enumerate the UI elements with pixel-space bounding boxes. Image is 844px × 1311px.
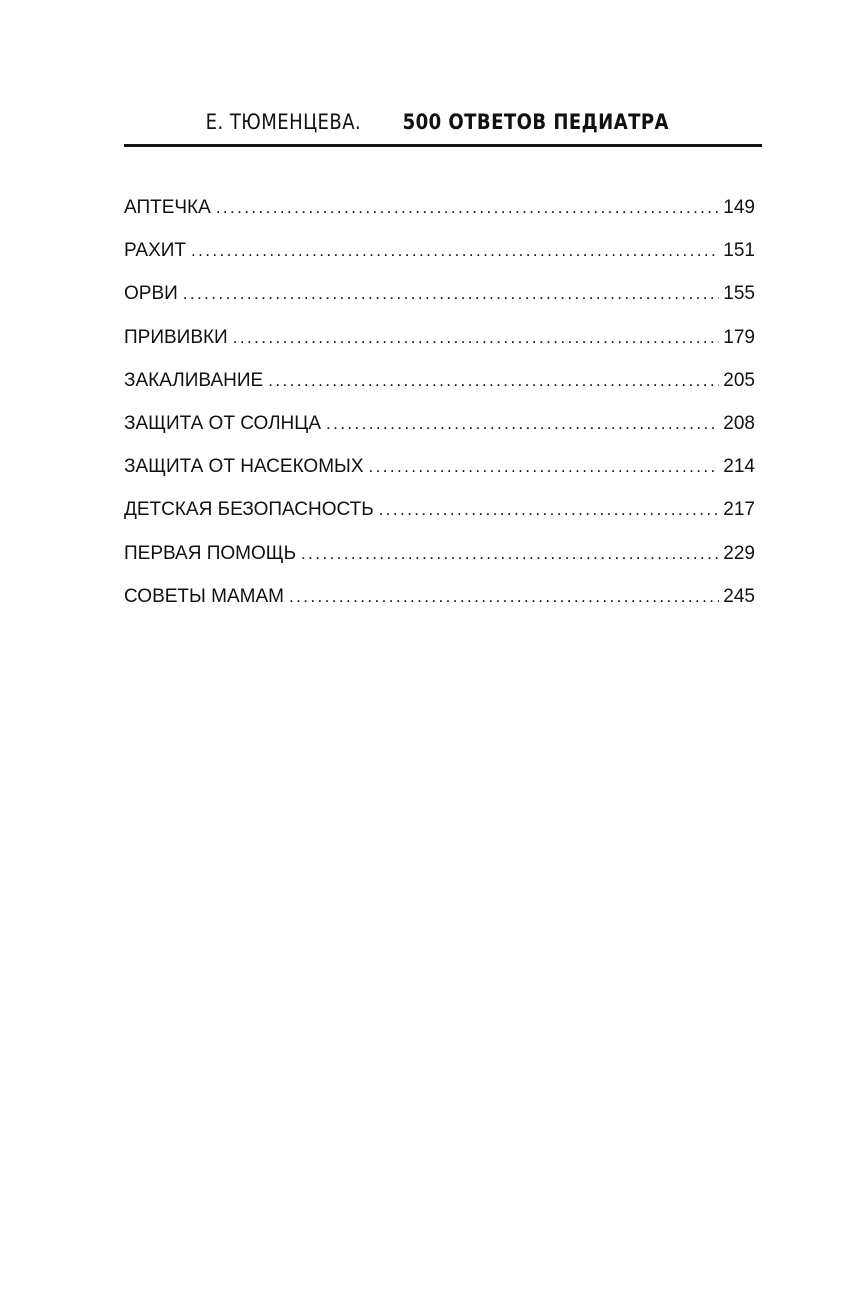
toc-entry-label: СОВЕТЫ МАМАМ (124, 585, 284, 607)
toc-entry (124, 581, 755, 624)
toc-dot-leader (191, 235, 719, 267)
toc-dot-leader (379, 494, 720, 526)
toc-entry (124, 192, 755, 235)
toc-entry (124, 235, 755, 278)
toc-dot-leader (233, 322, 720, 354)
toc-entry-page: 155 (723, 283, 755, 305)
toc-dot-leader (268, 365, 719, 397)
toc-entry-label: ДЕТСКАЯ БЕЗОПАСНОСТЬ (124, 499, 374, 521)
toc-dot-leader (289, 581, 719, 613)
toc-dot-leader (216, 192, 719, 224)
running-head (124, 106, 760, 138)
toc-entry-label: АПТЕЧКА (124, 197, 211, 218)
toc-entry-page: 208 (723, 412, 755, 434)
toc-entry (124, 365, 755, 408)
toc-dot-leader (183, 278, 720, 310)
toc-dot-leader (326, 408, 719, 440)
running-head-author: Е. ТЮМЕНЦЕВА. (205, 110, 362, 134)
toc-entry (124, 538, 755, 581)
toc-entry (124, 278, 755, 321)
toc-dot-leader (301, 538, 719, 570)
toc-dot-leader (369, 451, 720, 483)
toc-entry-label: ПЕРВАЯ ПОМОЩЬ (124, 542, 297, 564)
toc-entry-label: ЗАКАЛИВАНИЕ (124, 369, 264, 391)
table-of-contents (124, 192, 755, 624)
toc-entry-page: 214 (723, 456, 755, 478)
toc-entry-page: 149 (723, 197, 755, 218)
header-rule (124, 144, 762, 147)
toc-entry (124, 494, 755, 537)
toc-entry-page: 229 (723, 542, 755, 564)
toc-entry (124, 322, 755, 365)
toc-entry-page: 205 (723, 369, 755, 391)
toc-entry-label: РАХИТ (124, 240, 187, 262)
toc-entry-page: 245 (723, 585, 755, 607)
toc-entry-page: 217 (723, 499, 755, 521)
toc-entry-label: ЗАЩИТА ОТ НАСЕКОМЫХ (124, 456, 364, 478)
toc-entry-page: 151 (723, 240, 755, 262)
toc-entry-label: ЗАЩИТА ОТ СОЛНЦА (124, 412, 321, 434)
running-head-title: 500 ОТВЕТОВ ПЕДИАТРА (402, 110, 670, 134)
toc-entry-label: ПРИВИВКИ (124, 326, 228, 348)
toc-entry-label: ОРВИ (124, 283, 178, 305)
toc-entry (124, 408, 755, 451)
toc-entry-page: 179 (723, 326, 755, 348)
toc-entry (124, 451, 755, 494)
